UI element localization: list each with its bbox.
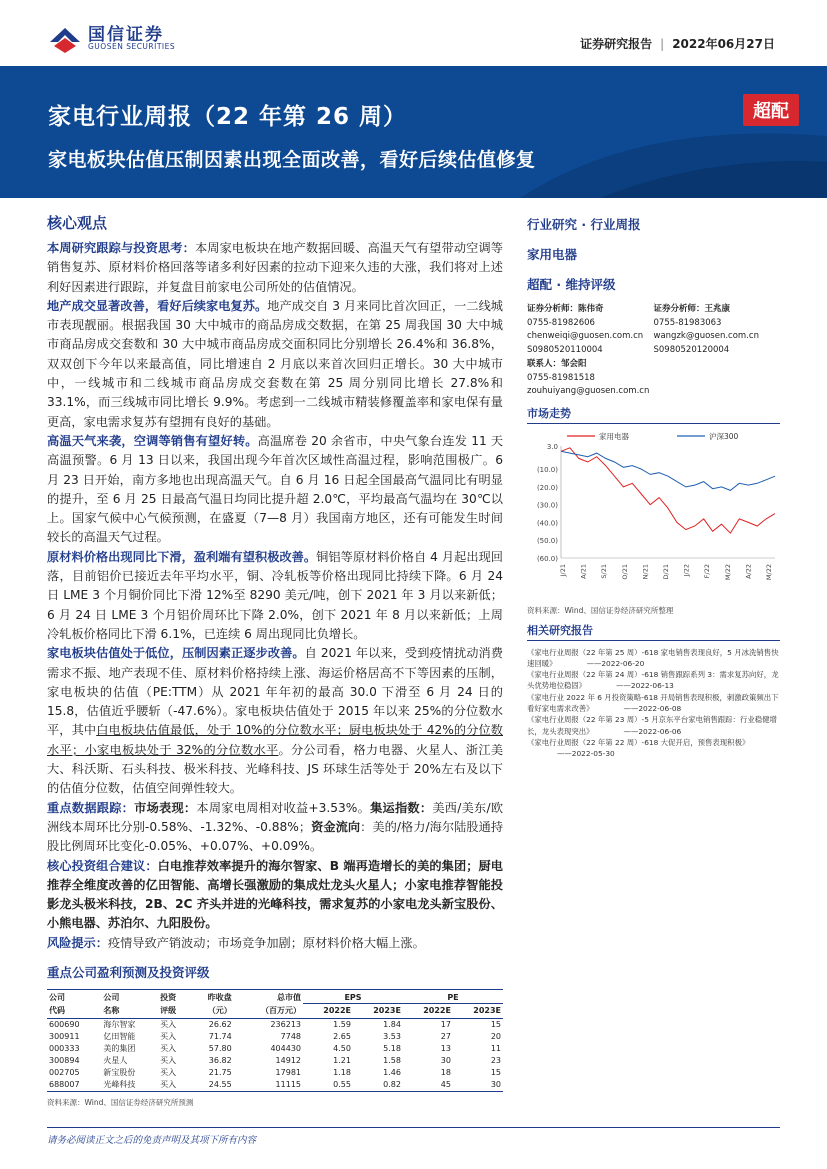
para-text: 本周家电周相对收益+3.53%。	[196, 800, 371, 815]
paragraph-portfolio	[47, 857, 503, 934]
para-text: 。分公司看，格力电器、火星人、浙江美大、科沃斯、石头科技、极米科技、光峰科技、JS 环球生活等处于 20%左右及以下的估值分位数，估值空间弹性较大。	[47, 742, 504, 796]
cell-name: 美的集团	[103, 1044, 136, 1054]
related-report[interactable]	[527, 737, 780, 760]
analyst-phone: 0755-81983063	[653, 317, 722, 328]
related-report[interactable]	[527, 647, 780, 670]
cell-eps22: 4.50	[333, 1044, 351, 1054]
paragraph-materials	[47, 548, 503, 644]
table-source: 资料来源：Wind、国信证券经济研究所预测	[47, 1097, 194, 1107]
report-title: 家电行业周报（22 年第 26 周）	[48, 104, 408, 130]
table-header-row	[47, 1004, 503, 1019]
para-text: 高温席卷 20 余省市，中央气象台连发 11 天高温预警。6 月 13 日以来，我国出现今年首次区域性高温过程，影响范围极广。6 月 23 日开始，南方多地也出现高温天气。自 6 月 16 日起全国最高气温同比有明显的提升，至 6 月 25 日最高气温日均同比提升超 2.0℃，平均最高气温均在 30℃以上。国家气候中心气候预测，在盛夏（7—8 月）我国南方地区，还有可能发生时间较长的高温天气过程。	[47, 433, 504, 545]
analyst-1	[527, 303, 654, 357]
cell-pe23: 23	[490, 1056, 501, 1066]
market-chart-svg	[527, 428, 780, 603]
cell-eps23: 1.58	[383, 1056, 401, 1066]
para-title: 本周研究跟踪与投资思考：	[47, 241, 195, 255]
core-body	[47, 239, 503, 953]
header-cell: PE	[403, 989, 503, 1004]
y-tick-label: (40.0)	[536, 518, 558, 527]
legend-label: 沪深300	[709, 431, 739, 441]
sidebar-category: 行业研究 · 行业周报	[527, 217, 641, 232]
cell-name: 光峰科技	[101, 1079, 158, 1092]
para-text: ：美的/格力/海尔陆股通持股比例周环比变化-0.05%、+0.07%、+0.09%。	[47, 819, 504, 854]
analyst-name-line	[654, 303, 781, 317]
para-sub: 集运指数：	[370, 800, 433, 815]
cell-eps22: 2.65	[333, 1032, 351, 1042]
related-report-date: ——2022-05-30	[557, 749, 615, 759]
rating-badge: 超配	[743, 94, 799, 126]
x-tick-label: S/21	[600, 563, 609, 579]
cell-eps22: 1.18	[333, 1068, 351, 1078]
x-tick-label: O/21	[620, 563, 629, 580]
para-title: 高温天气来袭，空调等销售有望好转。	[47, 433, 258, 448]
header-cell: 2023E	[453, 1004, 503, 1019]
para-sub: 市场表现：	[134, 800, 197, 815]
related-report[interactable]	[527, 692, 780, 715]
analyst-cert: S0980520120004	[653, 344, 730, 355]
header-cell: （元）	[190, 1004, 234, 1019]
contact-email[interactable]: zouhuiyang@guosen.com.cn	[527, 386, 650, 396]
header-cell: 昨收盘	[207, 992, 232, 1002]
para-text: 白电推荐效率提升的海尔智家、B 端再造增长的美的集团；厨电推荐全维度改善的亿田智能、高增长强激励的集成灶龙头火星人；小家电推荐智能投影龙头极米科技，2B、2C 齐头并进的光峰科技，需求复苏的小家电龙头新宝股份、小熊电器、苏泊尔、九阳股份。	[47, 858, 503, 931]
header-cell: 投资	[160, 992, 177, 1002]
related-report[interactable]	[527, 669, 780, 692]
x-tick-label: F/22	[703, 563, 712, 578]
cell-pe23: 20	[490, 1032, 501, 1042]
cell-eps22: 0.55	[303, 1079, 353, 1092]
report-date: 2022年06月27日	[672, 37, 775, 51]
cell-eps23: 3.53	[383, 1032, 401, 1042]
cell-name: 亿田智能	[103, 1032, 136, 1042]
paragraph-data	[47, 799, 503, 857]
cell-price: 21.75	[208, 1068, 232, 1078]
cell-pe22: 18	[440, 1068, 451, 1078]
header-cell: 2023E	[353, 1004, 403, 1019]
cell-mcap: 14912	[275, 1056, 301, 1066]
header-cell: 2022E	[303, 1004, 353, 1019]
cell-mcap: 17981	[275, 1068, 301, 1078]
legend-label: 家用电器	[599, 431, 629, 441]
para-title: 原材料价格出现同比下滑，盈利端有望积极改善。	[47, 549, 317, 564]
cell-mcap: 11115	[234, 1079, 303, 1092]
cell-pe22: 13	[440, 1044, 451, 1054]
cell-code: 000333	[49, 1044, 80, 1054]
related-report[interactable]	[527, 714, 780, 737]
cell-rating: 买入	[160, 1068, 177, 1078]
title-banner	[0, 66, 827, 198]
related-report-title: 《家电行业周报（22 年第 22 周）-618 大促开启，预售表现积极》	[527, 737, 750, 747]
contact-label: 联系人：	[527, 359, 562, 369]
cell-eps22: 1.59	[333, 1020, 351, 1030]
related-report-date: ——2022-06-08	[623, 703, 682, 713]
analyst-cert: S0980520110004	[527, 344, 603, 355]
cell-price: 71.74	[208, 1032, 232, 1042]
contact-block	[527, 358, 780, 399]
para-text: 本周家电板块在地产数据回暖、高温天气有望带动空调等销售复苏、原材料价格回落等诸多利好因素的拉动下迎来久违的大涨，我们将对上述利好因素进行跟踪，并复盘目前家电公司所处的估值情况。	[47, 241, 503, 294]
related-reports-list	[527, 647, 780, 760]
series-line-0	[561, 447, 775, 532]
para-title: 家电板块估值处于低位，压制因素正逐步改善。	[47, 646, 305, 661]
y-tick-label: 3.0	[546, 442, 558, 451]
para-text: 地产成交自 3 月来同比首次回正，一二线城市表现靓丽。根据我国 30 大中城市的商品房成交数据，在第 25 周我国 30 大中城市商品房成交套数和 30 大中城市商品房成交面积同比分别增长 26.4%和 36.8%，双双创下今年以来最高值，同比增速自 2 月底以来首次回归正增长。30 大中城市中，一线城市和二线城市商品房成交套数在第 25 周分别同比增长 27.8%和 33.1%，而三线城市同比增长 9.9%。考虑到一二线城市精装修覆盖率和家电保有量更高，家电需求复苏有望拥有良好的基础。	[47, 298, 503, 429]
table-header-row	[47, 989, 503, 1004]
cell-price: 24.55	[190, 1079, 234, 1092]
chart-source: 资料来源：Wind、国信证券经济研究所整理	[527, 605, 674, 615]
x-tick-label: M/22	[765, 563, 773, 580]
related-report-date: ——2022-06-20	[586, 658, 645, 668]
main-content	[47, 208, 503, 1108]
cell-eps23: 1.84	[383, 1020, 401, 1030]
para-title: 核心投资组合建议：	[47, 858, 158, 873]
header-cell: 评级	[158, 1004, 190, 1019]
para-underline: 白电板块估值最低，处于 10%的分位数水平；厨电板块处于 42%的分位数水平；小家电板块处于 32%的分位数水平	[47, 723, 503, 757]
cell-pe22: 27	[440, 1032, 451, 1042]
para-sub: 资金流向	[311, 819, 361, 834]
separator: |	[660, 37, 665, 51]
y-tick-label: (10.0)	[536, 465, 558, 474]
header-cell: 代码	[47, 1004, 101, 1019]
related-report-title: 《家电行业周报（22 年第 23 周）-5 月京东平台家电销售跟踪：行业稳健增长，龙头表现突出》	[527, 715, 777, 736]
sidebar-industry: 家用电器	[527, 247, 578, 262]
disclaimer-note: 请务必阅读正文之后的免责声明及其项下所有内容	[47, 1135, 257, 1146]
cell-name: 新宝股份	[103, 1068, 136, 1078]
analyst-email[interactable]: chenweiqi@guosen.com.cn	[527, 331, 644, 341]
header-cell: 名称	[101, 1004, 158, 1019]
cell-code: 688007	[47, 1079, 101, 1092]
cell-name: 火星人	[103, 1056, 128, 1066]
logo-subtext: GUOSEN SECURITIES	[88, 42, 176, 51]
cell-pe23: 30	[453, 1079, 503, 1092]
table-row	[47, 1067, 503, 1079]
y-tick-label: (20.0)	[536, 483, 558, 492]
analyst-phone: 0755-81982606	[527, 317, 595, 328]
related-report-date: ——2022-06-13	[616, 681, 674, 691]
paragraph-tracking	[47, 239, 503, 297]
report-type-label: 证券研究报告	[580, 37, 653, 51]
contact-phone: 0755-81981518	[527, 372, 595, 383]
analyst-label: 证券分析师：	[653, 304, 705, 314]
page-header	[0, 0, 827, 66]
page-footer	[0, 1123, 827, 1169]
header-cell: 公司	[103, 992, 120, 1002]
banner-decoration	[0, 66, 827, 198]
cell-pe22: 30	[440, 1056, 451, 1066]
related-report-title: 《家电行业 2022 年 6 月投资策略-618 开局销售表现积极，刺激政策频出下看好家电需求改善》	[527, 692, 779, 713]
header-cell: 公司	[49, 992, 65, 1002]
related-report-title: 《家电行业周报（22 年第 24 周）-618 销售跟踪系列 3：需求复苏向好，龙头优势地位稳固》	[527, 670, 779, 691]
cell-mcap: 236213	[270, 1020, 301, 1030]
para-text: 铜铝等原材料价格自 4 月起出现回落，目前铝价已接近去年平均水平，铜、冷轧板等价格出现同比持续下降。6 月 24 日 LME 3 个月铜价同比下滑 12%至 8290 美元/吨，创下 2021 年 3 月以来新低；6 月 24 日 LME 3 个月铝价周环比下降 2.0%，创下 2021 年 8 月以来新低；上周冷轧板价格同比下滑 6.1%，已连续 6 周出现同比负增长。	[47, 549, 503, 641]
x-tick-label: D/21	[662, 563, 670, 579]
x-tick-label: J/21	[559, 563, 567, 576]
header-cell: 2022E	[403, 1004, 453, 1019]
paragraph-property	[47, 297, 503, 432]
cell-name: 海尔智家	[103, 1020, 136, 1030]
cell-pe23: 15	[490, 1068, 501, 1078]
para-title: 风险提示：	[47, 935, 108, 950]
cell-eps23: 1.46	[383, 1068, 401, 1078]
cell-rating: 买入	[160, 1056, 177, 1066]
x-tick-label: A/22	[744, 563, 753, 579]
cell-pe23: 11	[490, 1044, 501, 1054]
x-tick-label: A/21	[579, 563, 588, 579]
table-row	[47, 1079, 503, 1092]
table-title: 重点公司盈利预测及投资评级	[47, 964, 210, 980]
cell-eps23: 5.18	[383, 1044, 401, 1054]
footer-divider	[47, 1127, 780, 1128]
para-text: 疫情导致产销波动；市场竞争加剧；原材料价格大幅上涨。	[107, 935, 425, 950]
cell-code: 002705	[49, 1068, 80, 1078]
market-chart	[527, 428, 780, 603]
analyst-2	[654, 303, 781, 357]
cell-pe22: 17	[440, 1020, 451, 1030]
report-subtitle: 家电板块估值压制因素出现全面改善，看好后续估值修复	[48, 149, 536, 171]
paragraph-valuation	[47, 644, 503, 798]
cell-mcap: 7748	[280, 1032, 301, 1042]
analyst-label: 证券分析师：	[527, 304, 579, 314]
analyst-name-line	[527, 303, 654, 317]
paragraph-risk	[47, 934, 503, 953]
header-cell: （百万元）	[234, 1004, 303, 1019]
y-tick-label: (60.0)	[536, 554, 558, 563]
cell-eps23: 0.82	[353, 1079, 403, 1092]
x-tick-label: J/22	[682, 563, 691, 576]
analyst-block	[527, 303, 780, 357]
header-cell: EPS	[303, 989, 403, 1004]
cell-rating: 买入	[160, 1044, 177, 1054]
cell-pe23: 15	[490, 1020, 501, 1030]
logo-text: 国信证券	[88, 25, 164, 45]
series-line-1	[561, 451, 775, 490]
report-type	[580, 35, 775, 52]
related-reports-title: 相关研究报告	[527, 622, 780, 641]
cell-code: 600690	[49, 1020, 80, 1030]
analyst-name: 王兆康	[704, 304, 731, 314]
cell-eps22: 1.21	[333, 1056, 351, 1066]
sidebar	[527, 215, 780, 759]
table-row	[47, 1031, 503, 1043]
cell-code: 300911	[49, 1032, 80, 1042]
cell-price: 36.82	[208, 1056, 232, 1066]
forecast-table	[47, 989, 503, 1092]
y-tick-label: (50.0)	[536, 536, 558, 545]
para-title: 重点数据跟踪：	[47, 800, 135, 815]
related-report-date: ——2022-06-06	[623, 726, 682, 736]
table-row	[47, 1055, 503, 1067]
contact-name-line	[527, 358, 780, 372]
core-heading: 核心观点	[47, 214, 108, 232]
cell-rating: 买入	[160, 1020, 177, 1030]
y-tick-label: (30.0)	[536, 501, 558, 510]
para-text: 美西/美东/欧洲线本周环比分别-0.58%、-1.32%、-0.88%；	[47, 800, 504, 834]
cell-code: 300894	[49, 1056, 80, 1066]
cell-rating: 买入	[158, 1079, 190, 1092]
contact-name: 邹会阳	[561, 359, 587, 369]
market-trend-title: 市场走势	[527, 405, 780, 424]
x-tick-label: N/21	[641, 563, 650, 579]
paragraph-weather	[47, 432, 503, 548]
cell-mcap: 404430	[270, 1044, 301, 1054]
table-row	[47, 1018, 503, 1031]
analyst-email[interactable]: wangzk@guosen.com.cn	[653, 331, 759, 341]
related-report-title: 《家电行业周报（22 年第 25 周）-618 家电销售表现良好，5 月冰洗销售快速回暖》	[527, 647, 779, 668]
cell-rating: 买入	[160, 1032, 177, 1042]
x-tick-label: M/22	[723, 563, 732, 580]
para-text: 自 2021 年以来，受到疫情扰动消费需求不振、地产表现不佳、原材料价格持续上涨、海运价格居高不下等因素的压制，家电板块的估值（PE:TTM）从 2021 年年初的最高 30.0 下滑至 6 月 24 日的 15.8，估值近乎腰斩（-47.6%）。家电板块估值处于 2015 年以来 25%的分位数水平，其中	[47, 646, 504, 738]
table-row	[47, 1043, 503, 1055]
cell-price: 26.62	[208, 1020, 232, 1030]
para-title: 地产成交显著改善，看好后续家电复苏。	[47, 298, 268, 313]
analyst-name: 陈伟奇	[578, 304, 604, 314]
header-cell: 总市值	[277, 992, 301, 1002]
cell-pe22: 45	[403, 1079, 453, 1092]
guosen-logo-icon	[48, 20, 82, 54]
cell-price: 57.80	[208, 1044, 232, 1054]
sidebar-rating: 超配 · 维持评级	[527, 277, 616, 292]
